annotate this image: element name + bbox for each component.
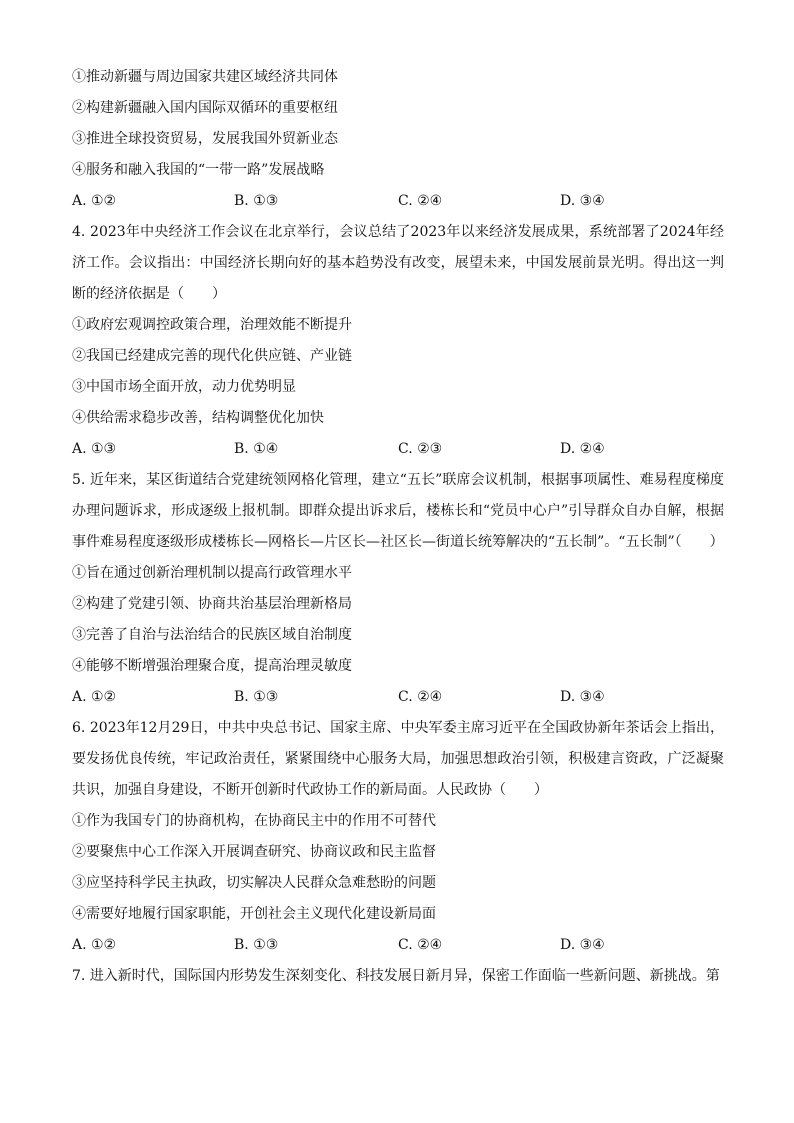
q6-options (72, 930, 724, 961)
q5-option-b[interactable]: B. ①③ (234, 689, 279, 705)
q3-option-d[interactable]: D. ③④ (560, 193, 605, 209)
q5-option-d[interactable]: D. ③④ (560, 689, 605, 705)
q6-item-2: ②要聚焦中心工作深入开展调查研究、协商议政和民主监督 (72, 844, 436, 860)
q4-item-2: ②我国已经建成完善的现代化供应链、产业链 (72, 348, 352, 364)
question-7 (72, 961, 724, 992)
q4-stem: 4. 2023年中央经济工作会议在北京举行，会议总结了2023年以来经济发展成果，系统部署了2024年经济工作。会议指出：中国经济长期向好的基本趋势没有改变，展望未来，中国发展前景光明。得出这一判断的经济依据是（ ） (72, 224, 724, 302)
q4-option-b[interactable]: B. ①④ (234, 441, 279, 457)
q5-item-4: ④能够不断增强治理聚合度，提高治理灵敏度 (72, 658, 352, 674)
q4-item-3: ③中国市场全面开放，动力优势明显 (72, 379, 296, 395)
q3-option-a[interactable]: A. ①② (72, 193, 117, 209)
q6-option-c[interactable]: C. ②④ (398, 937, 443, 953)
q3-item-2: ②构建新疆融入国内国际双循环的重要枢纽 (72, 100, 338, 116)
q6-item-1: ①作为我国专门的协商机构，在协商民主中的作用不可替代 (72, 813, 436, 829)
q4-options (72, 434, 724, 465)
question-6 (72, 713, 724, 961)
q3-option-c[interactable]: C. ②④ (398, 193, 443, 209)
page-content (72, 62, 724, 992)
q4-item-1: ①政府宏观调控政策合理，治理效能不断提升 (72, 317, 352, 333)
q5-item-2: ②构建了党建引领、协商共治基层治理新格局 (72, 596, 352, 612)
q5-item-1: ①旨在通过创新治理机制以提高行政管理水平 (72, 565, 352, 581)
q4-option-c[interactable]: C. ②③ (398, 441, 443, 457)
q6-item-4: ④需要好地履行国家职能，开创社会主义现代化建设新局面 (72, 906, 436, 922)
q5-options (72, 682, 724, 713)
q3-item-4: ④服务和融入我国的“一带一路”发展战略 (72, 162, 325, 178)
q3-item-3: ③推进全球投资贸易，发展我国外贸新业态 (72, 131, 338, 147)
q4-option-a[interactable]: A. ①③ (72, 441, 117, 457)
q5-option-a[interactable]: A. ①② (72, 689, 117, 705)
question-4 (72, 217, 724, 465)
question-5 (72, 465, 724, 713)
question-3 (72, 62, 724, 217)
q5-stem: 5. 近年来，某区街道结合党建统领网格化管理，建立“五长”联席会议机制，根据事项属性、难易程度梯度办理问题诉求，形成逐级上报机制。即群众提出诉求后，楼栋长和“党员中心户”引导群众自办自解，根据事件难易程度逐级形成楼栋长—网格长—片区长—社区长—街道长统筹解决的“五长制”。“五长制”（ ） (72, 472, 724, 550)
q6-option-a[interactable]: A. ①② (72, 937, 117, 953)
q5-option-c[interactable]: C. ②④ (398, 689, 443, 705)
q3-option-b[interactable]: B. ①③ (234, 193, 279, 209)
q7-stem: 7. 进入新时代，国际国内形势发生深刻变化、科技发展日新月异，保密工作面临一些新问题、新挑战。第 (72, 968, 720, 984)
q4-item-4: ④供给需求稳步改善，结构调整优化加快 (72, 410, 324, 426)
q4-option-d[interactable]: D. ②④ (560, 441, 605, 457)
q6-stem: 6. 2023年12月29日，中共中央总书记、国家主席、中央军委主席习近平在全国政协新年茶话会上指出，要发扬优良传统，牢记政治责任，紧紧围绕中心服务大局，加强思想政治引领，积极建言资政，广泛凝聚共识，加强自身建设，不断开创新时代政协工作的新局面。人民政协（ ） (72, 720, 724, 798)
q6-item-3: ③应坚持科学民主执政，切实解决人民群众急难愁盼的问题 (72, 875, 436, 891)
q3-options (72, 186, 724, 217)
q6-option-d[interactable]: D. ③④ (560, 937, 605, 953)
q6-option-b[interactable]: B. ①③ (234, 937, 279, 953)
q3-item-1: ①推动新疆与周边国家共建区域经济共同体 (72, 69, 338, 85)
q5-item-3: ③完善了自治与法治结合的民族区域自治制度 (72, 627, 352, 643)
